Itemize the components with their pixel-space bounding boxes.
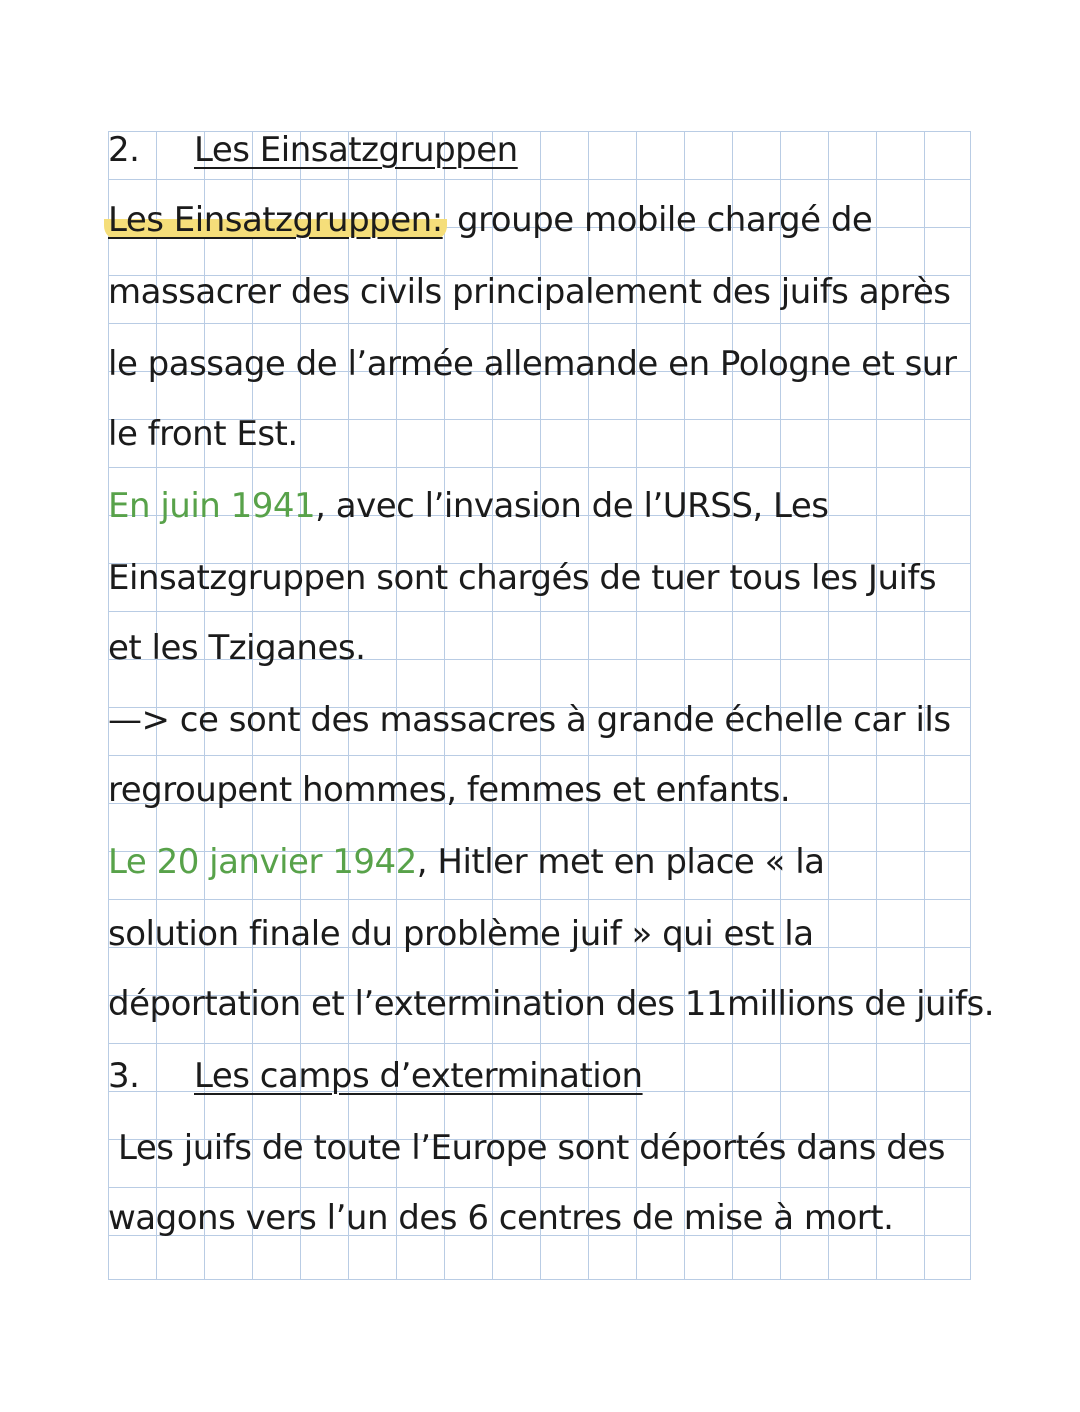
section-title: Les camps d’extermination xyxy=(194,1056,643,1096)
definition-line-1 xyxy=(108,196,872,244)
section-2-heading xyxy=(108,126,518,174)
definition-line-3: le passage de l’armée allemande en Pologne et sur xyxy=(108,344,957,384)
section-3-heading xyxy=(108,1052,643,1100)
june-1941-line-2: Einsatzgruppen sont chargés de tuer tous les Juifs xyxy=(108,558,937,598)
highlighted-term: Les Einsatzgruppen: xyxy=(104,200,447,240)
arrow-icon: —> xyxy=(108,700,170,740)
date-jan-1942: Le 20 janvier 1942 xyxy=(108,842,417,882)
jan-1942-line-1: Le 20 janvier 1942, Hitler met en place « la xyxy=(108,842,825,882)
consequence-line-2: regroupent hommes, femmes et enfants. xyxy=(108,770,791,810)
camps-line-1: Les juifs de toute l’Europe sont déportés dans des xyxy=(118,1128,945,1168)
date-june-1941: En juin 1941 xyxy=(108,486,316,526)
section-number: 3. xyxy=(108,1056,140,1096)
camps-line-2: wagons vers l’un des 6 centres de mise à mort. xyxy=(108,1198,894,1238)
definition-line-4: le front Est. xyxy=(108,414,298,454)
jan-1942-line-2: solution finale du problème juif » qui est la xyxy=(108,914,814,954)
definition-line-2: massacrer des civils principalement des juifs après xyxy=(108,272,951,312)
consequence-line-1: —> ce sont des massacres à grande échelle car ils xyxy=(108,700,951,740)
jan-1942-line-3: déportation et l’extermination des 11millions de juifs. xyxy=(108,984,995,1024)
section-title: Les Einsatzgruppen xyxy=(194,130,518,170)
definition-text: groupe mobile chargé de xyxy=(446,200,873,240)
june-1941-line-3: et les Tziganes. xyxy=(108,628,366,668)
section-number: 2. xyxy=(108,130,140,170)
june-1941-line-1: En juin 1941, avec l’invasion de l’URSS, Les xyxy=(108,486,829,526)
